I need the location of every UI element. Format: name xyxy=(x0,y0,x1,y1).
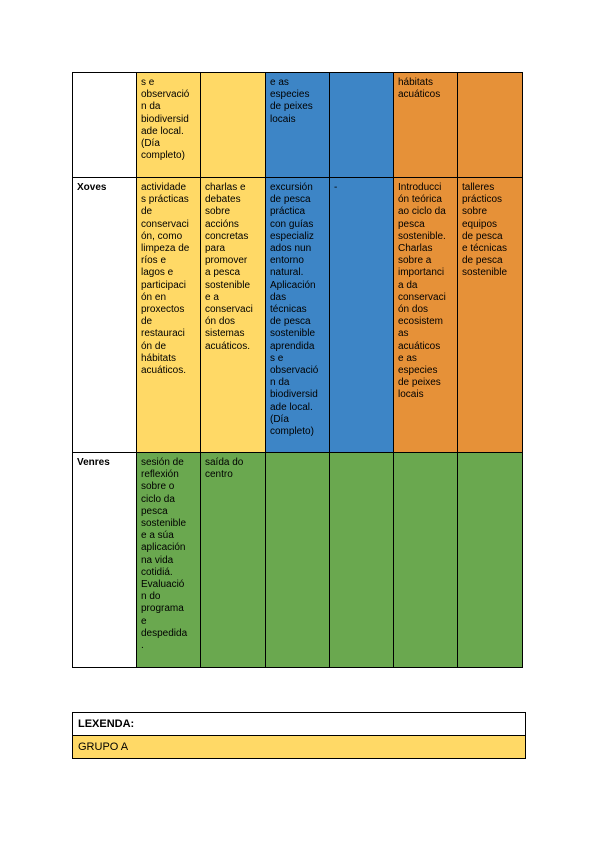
activity-cell: actividade s prácticas de conservaci ón, como limpeza de ríos e lagos e participaci ón en proxectos de restauraci ón de hábitats acuáticos. xyxy=(137,178,201,453)
activity-cell: s e observació n da biodiversid ade local. (Día completo) xyxy=(137,73,201,178)
activity-cell: talleres prácticos sobre equipos de pesca e técnicas de pesca sostenible xyxy=(458,178,523,453)
activity-cell: e as especies de peixes locais xyxy=(266,73,330,178)
activity-cell xyxy=(201,73,266,178)
day-cell: Xoves xyxy=(73,178,137,453)
activity-cell: saída do centro xyxy=(201,453,266,668)
schedule-table xyxy=(72,72,523,668)
activity-cell xyxy=(330,453,394,668)
table-row xyxy=(73,453,523,668)
activity-cell xyxy=(266,453,330,668)
activity-cell: hábitats acuáticos xyxy=(394,73,458,178)
legend-table xyxy=(72,712,526,759)
legend-row xyxy=(73,736,526,759)
table-row xyxy=(73,73,523,178)
activity-cell: excursión de pesca práctica con guías especializ ados nun entorno natural. Aplicación das técnicas de pesca sostenible aprendida s e observació n da biodiversid ade local. (Día completo) xyxy=(266,178,330,453)
day-cell xyxy=(73,73,137,178)
activity-cell xyxy=(458,73,523,178)
activity-cell xyxy=(394,453,458,668)
table-row xyxy=(73,178,523,453)
legend-title: LEXENDA: xyxy=(73,713,526,736)
activity-cell xyxy=(330,73,394,178)
activity-cell: sesión de reflexión sobre o ciclo da pesca sostenible e a súa aplicación na vida cotidiá. Evaluació n do programa e despedida . xyxy=(137,453,201,668)
activity-cell: - xyxy=(330,178,394,453)
day-cell: Venres xyxy=(73,453,137,668)
legend-row xyxy=(73,713,526,736)
activity-cell: charlas e debates sobre accións concretas para promover a pesca sostenible e a conservaci ón dos sistemas acuáticos. xyxy=(201,178,266,453)
legend-group-a: GRUPO A xyxy=(73,736,526,759)
activity-cell xyxy=(458,453,523,668)
activity-cell: Introducci ón teórica ao ciclo da pesca sostenible. Charlas sobre a importanci a da conservaci ón dos ecosistem as acuáticos e as especies de peixes locais xyxy=(394,178,458,453)
